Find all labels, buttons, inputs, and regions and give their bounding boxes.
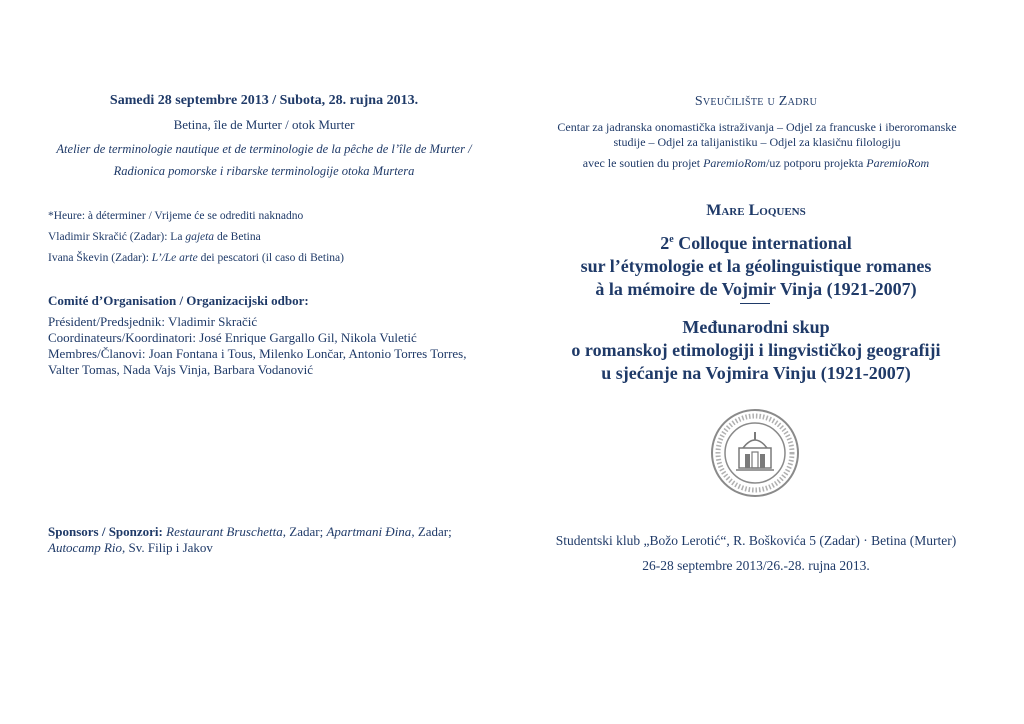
workshop-title-fr: Atelier de terminologie nautique et de terminologie de la pêche de l’île de Murter / [56,142,472,156]
sponsors-label: Sponsors / Sponzori: [48,524,163,539]
workshop-title-hr: Radionica pomorske i ribarske terminologije otoka Murtera [113,164,415,178]
committee-line: Membres/Članovi: Joan Fontana i Tous, Milenko Lončar, Antonio Torres Torres, [48,346,467,361]
title-divider [740,303,770,304]
university-name: Sveučilište u Zadru [694,94,818,109]
sponsor-name: Autocamp Rio [48,540,123,555]
conference-series-title: Mare Loquens [706,202,806,219]
workshop-title [48,138,480,182]
sponsor-name: Restaurant Bruschetta [166,524,283,539]
committee-list [48,314,498,378]
project-support: avec le soutien du projet ParemioRom/uz potporu projekta ParemioRom [582,156,930,170]
program-item: Ivana Škevin (Zadar): L’/Le arte dei pescatori (il caso di Betina) [48,252,344,264]
sponsors: Sponsors / Sponzori: Restaurant Bruschetta, Zadar; Apartmani Đina, Zadar; Autocamp Rio, Sv. Filip i Jakov [48,524,452,555]
committee-heading: Comité d’Organisation / Organizacijski odbor: [48,293,309,308]
sponsor-name: Apartmani Đina [326,524,412,539]
organizer-departments: Centar za jadranska onomastička istraživanja – Odjel za francuske i iberoromanske studije – Odjel za talijanistiku – Odjel za klasičnu filologiju [557,120,957,149]
day-heading: Samedi 28 septembre 2013 / Subota, 28. rujna 2013. [109,93,419,108]
program-list [48,206,488,269]
committee-line: Valter Tomas, Nada Vajs Vinja, Barbara Vodanović [48,362,313,377]
cover-panel [512,0,1024,724]
conference-title-fr: 2e Colloque international sur l’étymologie et la géolinguistique romanes à la mémoire de Vojmir Vinja (1921-2007) [580,233,932,299]
event-venue: Studentski klub „Božo Lerotić“, R. Boškovića 5 (Zadar) · Betina (Murter) [555,533,957,548]
program-item: *Heure: à déterminer / Vrijeme će se odrediti naknadno [48,210,304,222]
event-dates: 26-28 septembre 2013/26.-28. rujna 2013. [642,558,870,573]
committee-line: Président/Predsjednik: Vladimir Skračić [48,314,258,329]
conference-title-hr: Međunarodni skup o romanskoj etimologiji i lingvističkoj geografiji u sjećanje na Vojmira Vinju (1921-2007) [571,317,941,383]
university-seal-icon [710,408,800,498]
program-item: Vladimir Skračić (Zadar): La gajeta de Betina [48,231,261,243]
committee-line: Coordinateurs/Koordinatori: José Enrique Gargallo Gil, Nikola Vuletić [48,330,417,345]
venue-place: Betina, île de Murter / otok Murter [173,117,355,132]
